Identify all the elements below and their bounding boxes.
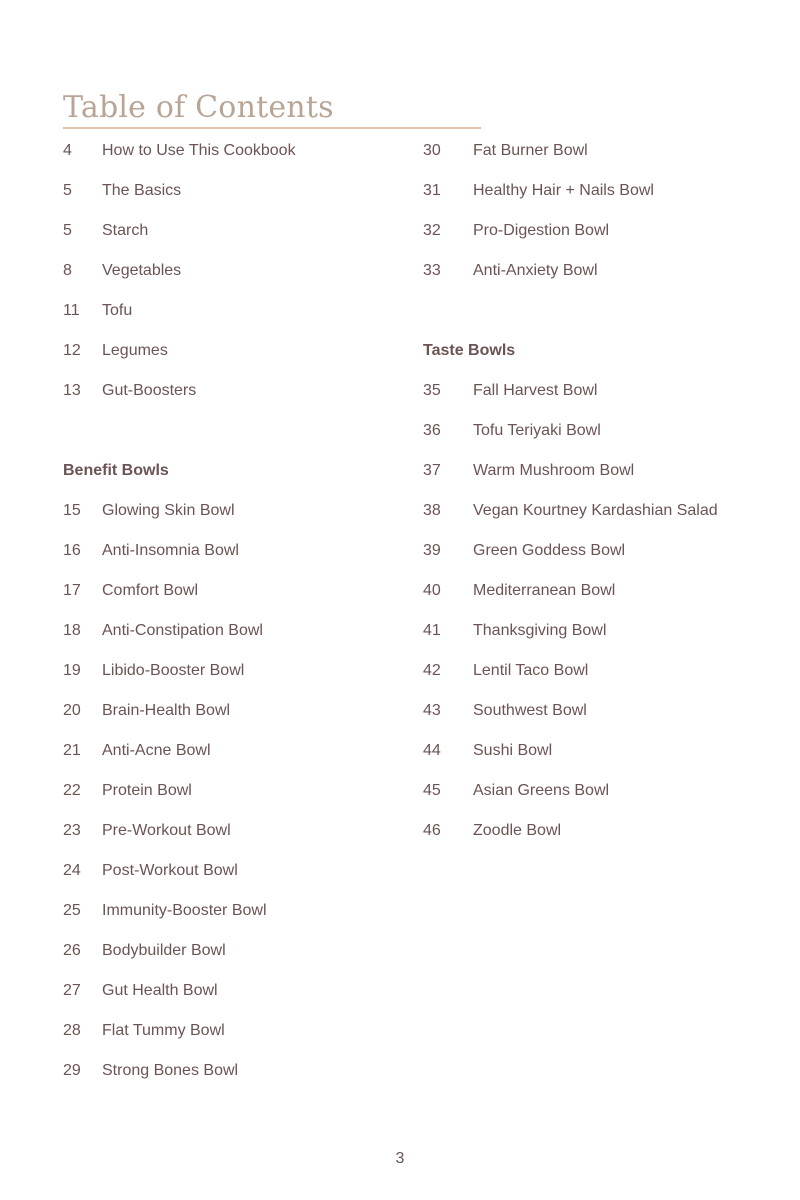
toc-entry[interactable] [63,851,403,891]
toc-entry-label: Brain-Health Bowl [102,702,231,719]
toc-entry[interactable] [63,491,403,531]
section-title-taste-bowls: Taste Bowls [423,342,516,359]
toc-entry-label: Vegetables [102,262,182,279]
toc-entry-page: 24 [63,862,81,879]
toc-entry-page: 16 [63,542,81,559]
toc-entry[interactable] [423,251,783,291]
toc-entry-page: 22 [63,782,81,799]
toc-entry-page: 25 [63,902,81,919]
toc-entry-page: 30 [423,142,441,159]
toc-entry[interactable] [423,531,783,571]
toc-entry-label: Southwest Bowl [473,702,587,719]
toc-entry[interactable] [423,371,783,411]
toc-entry[interactable] [423,491,783,531]
toc-entry-page: 5 [63,182,72,199]
toc-entry-page: 36 [423,422,441,439]
toc-entry-page: 37 [423,462,441,479]
toc-entry-label: Starch [102,222,149,239]
toc-intro-list [63,131,403,411]
toc-entry-page: 39 [423,542,441,559]
toc-entry[interactable] [63,651,403,691]
toc-left-column [63,131,403,1091]
toc-entry-label: Protein Bowl [102,782,192,799]
toc-entry-label: Fall Harvest Bowl [473,382,598,399]
toc-entry-label: Anti-Insomnia Bowl [102,542,239,559]
toc-entry-label: Gut-Boosters [102,382,197,399]
toc-entry-label: Libido-Booster Bowl [102,662,245,679]
toc-entry[interactable] [63,731,403,771]
toc-entry-label: Pro-Digestion Bowl [473,222,610,239]
toc-entry-page: 23 [63,822,81,839]
toc-entry[interactable] [63,931,403,971]
toc-entry-page: 31 [423,182,441,199]
toc-entry-label: Tofu [102,302,133,319]
toc-entry-label: Anti-Anxiety Bowl [473,262,598,279]
toc-entry-label: Flat Tummy Bowl [102,1022,225,1039]
toc-entry-page: 12 [63,342,81,359]
toc-entry-page: 21 [63,742,81,759]
toc-entry[interactable] [63,251,403,291]
toc-entry-label: Green Goddess Bowl [473,542,626,559]
toc-entry-label: Immunity-Booster Bowl [102,902,267,919]
toc-entry-label: Lentil Taco Bowl [473,662,589,679]
toc-entry-label: Tofu Teriyaki Bowl [473,422,601,439]
toc-entry-page: 38 [423,502,441,519]
toc-entry-page: 45 [423,782,441,799]
toc-entry[interactable] [63,1011,403,1051]
toc-entry-page: 43 [423,702,441,719]
toc-benefit-cont-list [423,131,783,291]
toc-entry-label: Mediterranean Bowl [473,582,616,599]
toc-entry-label: The Basics [102,182,182,199]
toc-entry-page: 32 [423,222,441,239]
toc-entry[interactable] [63,131,403,171]
toc-entry[interactable] [423,731,783,771]
toc-entry[interactable] [63,211,403,251]
toc-entry[interactable] [423,171,783,211]
toc-right-column [423,131,783,851]
toc-entry-page: 19 [63,662,81,679]
toc-entry-page: 35 [423,382,441,399]
toc-entry-page: 28 [63,1022,81,1039]
toc-entry[interactable] [423,691,783,731]
toc-entry-label: Zoodle Bowl [473,822,562,839]
title-underline [63,127,481,129]
toc-entry-label: Gut Health Bowl [102,982,218,999]
toc-entry-page: 27 [63,982,81,999]
toc-entry-page: 5 [63,222,72,239]
toc-entry-label: Pre-Workout Bowl [102,822,231,839]
toc-entry-page: 13 [63,382,81,399]
toc-entry[interactable] [423,571,783,611]
toc-entry-page: 11 [63,302,80,319]
toc-entry-label: Asian Greens Bowl [473,782,610,799]
toc-entry-page: 42 [423,662,441,679]
toc-entry-page: 46 [423,822,441,839]
toc-entry[interactable] [63,811,403,851]
toc-entry-label: Sushi Bowl [473,742,553,759]
toc-entry-label: Anti-Acne Bowl [102,742,211,759]
toc-entry-page: 17 [63,582,81,599]
toc-entry-label: Thanksgiving Bowl [473,622,607,639]
toc-entry-page: 20 [63,702,81,719]
toc-entry-page: 29 [63,1062,81,1079]
page-title: Table of Contents [63,90,334,125]
toc-entry[interactable] [423,811,783,851]
toc-entry-label: How to Use This Cookbook [102,142,296,159]
toc-entry[interactable] [63,1051,403,1091]
toc-entry-label: Anti-Constipation Bowl [102,622,263,639]
toc-entry-page: 4 [63,142,72,159]
toc-entry-page: 40 [423,582,441,599]
toc-entry[interactable] [63,371,403,411]
toc-entry[interactable] [63,691,403,731]
toc-entry[interactable] [63,771,403,811]
toc-entry[interactable] [423,411,783,451]
toc-entry-page: 8 [63,262,72,279]
toc-entry[interactable] [423,451,783,491]
toc-entry-label: Healthy Hair + Nails Bowl [473,182,654,199]
toc-entry-label: Bodybuilder Bowl [102,942,226,959]
toc-entry-label: Glowing Skin Bowl [102,502,235,519]
toc-entry[interactable] [63,971,403,1011]
toc-entry[interactable] [423,611,783,651]
page-number: 3 [395,1150,405,1167]
toc-entry-label: Strong Bones Bowl [102,1062,239,1079]
toc-entry-label: Post-Workout Bowl [102,862,238,879]
toc-entry-label: Vegan Kourtney Kardashian Salad [473,502,718,519]
toc-entry-label: Legumes [102,342,168,359]
toc-entry-page: 33 [423,262,441,279]
toc-entry[interactable] [423,651,783,691]
toc-entry-page: 18 [63,622,81,639]
toc-entry-page: 41 [423,622,441,639]
toc-entry[interactable] [63,171,403,211]
toc-entry-label: Fat Burner Bowl [473,142,588,159]
toc-entry-page: 44 [423,742,441,759]
toc-entry-page: 15 [63,502,81,519]
toc-entry[interactable] [63,891,403,931]
toc-entry[interactable] [63,571,403,611]
toc-entry[interactable] [63,331,403,371]
toc-entry[interactable] [423,131,783,171]
toc-entry-label: Warm Mushroom Bowl [473,462,635,479]
toc-entry[interactable] [63,531,403,571]
toc-benefit-list [63,491,403,1091]
section-title-benefit-bowls: Benefit Bowls [63,462,169,479]
toc-entry[interactable] [423,771,783,811]
toc-entry-page: 26 [63,942,81,959]
spacer [63,411,403,451]
toc-entry[interactable] [423,211,783,251]
toc-taste-list [423,371,783,851]
toc-entry-label: Comfort Bowl [102,582,199,599]
spacer [423,291,783,331]
toc-entry[interactable] [63,611,403,651]
toc-entry[interactable] [63,291,403,331]
